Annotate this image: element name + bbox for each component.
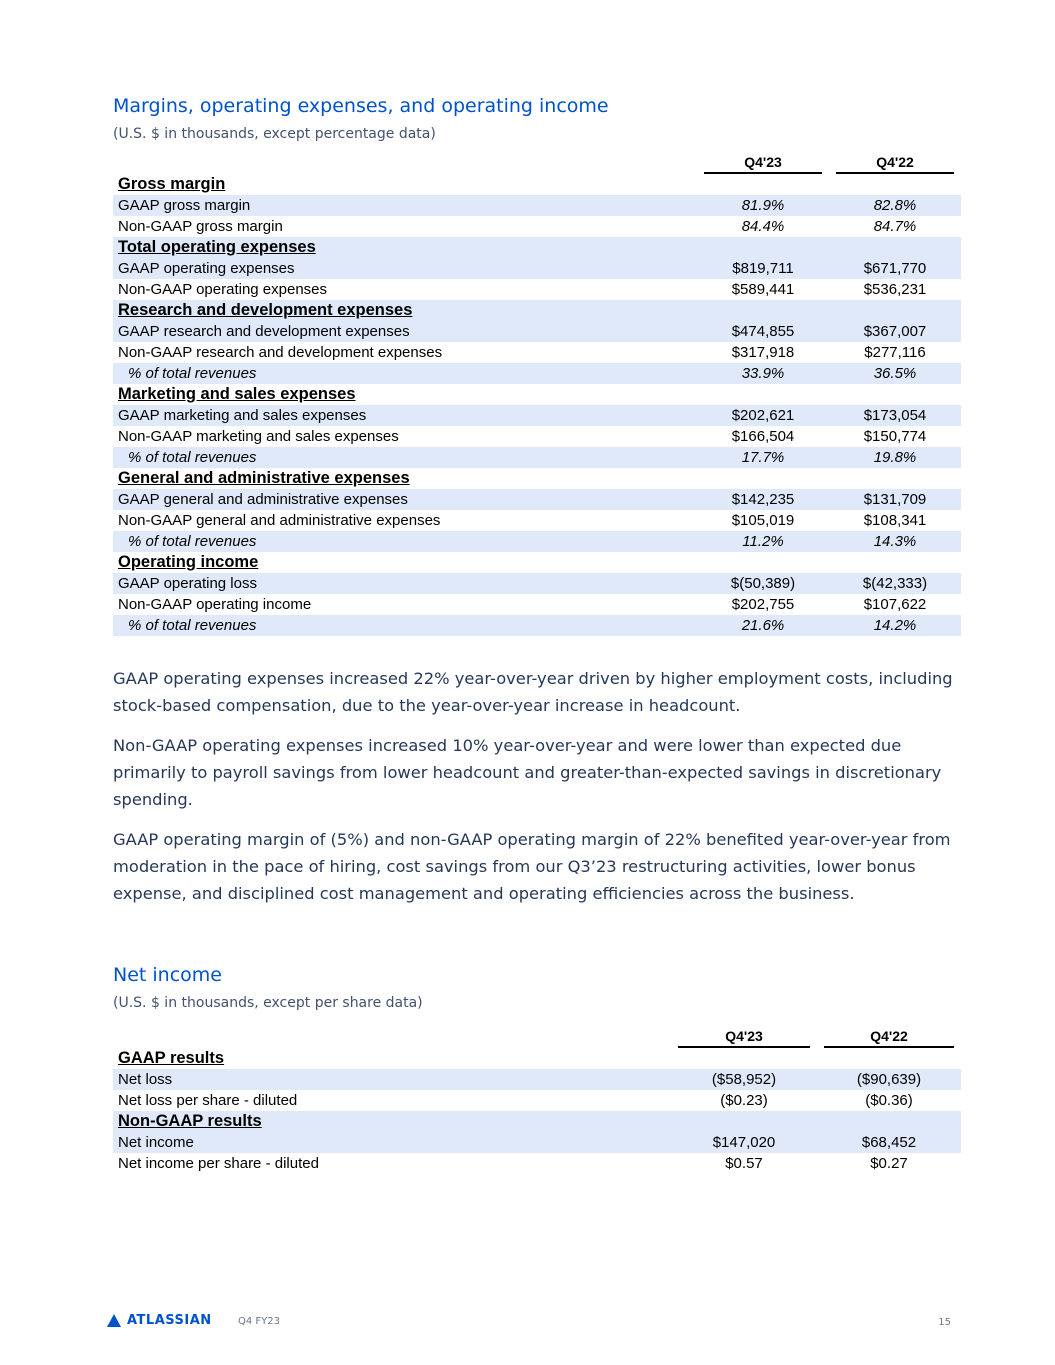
row-label: % of total revenues: [113, 447, 697, 468]
row-value: 14.3%: [829, 531, 961, 552]
row-value: $150,774: [863, 428, 927, 445]
row-value: [817, 1048, 961, 1069]
section-title-margins: Margins, operating expenses, and operating income: [113, 95, 609, 117]
footer-period: Q4 FY23: [238, 1316, 280, 1327]
row-value: 11.2%: [697, 531, 829, 552]
row-value: [829, 237, 961, 258]
table-row: [113, 342, 961, 363]
row-label: Non-GAAP operating income: [118, 596, 312, 613]
atlassian-mark-icon: [107, 1314, 121, 1327]
row-label: Non-GAAP marketing and sales expenses: [118, 428, 399, 445]
row-label: Net income: [113, 1132, 671, 1153]
row-label: GAAP general and administrative expenses: [113, 489, 697, 510]
column-header-cell: [697, 152, 829, 174]
row-value: $(42,333): [829, 573, 961, 594]
row-value: [697, 174, 829, 195]
row-value: $474,855: [697, 321, 829, 342]
percent-row: [113, 447, 961, 468]
table-row: [113, 1090, 961, 1111]
group-label: Non-GAAP results: [113, 1111, 671, 1132]
row-label: % of total revenues: [113, 531, 697, 552]
row-label: GAAP marketing and sales expenses: [113, 405, 697, 426]
row-value: $142,235: [697, 489, 829, 510]
column-header-spacer: [113, 152, 697, 174]
atlassian-logo: [107, 1313, 212, 1328]
column-header-spacer: [113, 1026, 671, 1048]
row-value: ($0.36): [865, 1092, 913, 1109]
row-value: $819,711: [697, 258, 829, 279]
table-row: [113, 216, 961, 237]
row-value: 84.4%: [741, 218, 785, 235]
row-label: Net loss per share - diluted: [118, 1092, 298, 1109]
row-value: $589,441: [731, 281, 795, 298]
section-title-net-income: Net income: [113, 964, 222, 986]
group-label: Research and development expenses: [113, 300, 697, 321]
row-value: $131,709: [829, 489, 961, 510]
row-value: $536,231: [863, 281, 927, 298]
group-header-row: [113, 384, 961, 405]
row-value: [697, 300, 829, 321]
group-label: General and administrative expenses: [118, 469, 410, 487]
row-value: $108,341: [863, 512, 927, 529]
section-subtitle-net-income: (U.S. $ in thousands, except per share data): [113, 995, 423, 1011]
table-row: [113, 594, 961, 615]
column-header-row: [113, 152, 961, 174]
row-label: GAAP operating loss: [113, 573, 697, 594]
row-value: 33.9%: [697, 363, 829, 384]
column-header: Q4'23: [678, 1028, 810, 1048]
row-value: 84.7%: [873, 218, 917, 235]
group-header-row: [113, 1111, 961, 1132]
row-value: $367,007: [829, 321, 961, 342]
column-header-row: [113, 1026, 961, 1048]
row-value: $(50,389): [697, 573, 829, 594]
section-subtitle-margins: (U.S. $ in thousands, except percentage data): [113, 126, 436, 142]
row-label: Net loss: [113, 1069, 671, 1090]
table-row: [113, 1069, 961, 1090]
row-value: 81.9%: [697, 195, 829, 216]
row-label: Non-GAAP gross margin: [118, 218, 283, 235]
group-label: GAAP results: [118, 1049, 225, 1067]
row-value: [829, 300, 961, 321]
row-value: [671, 1048, 817, 1069]
percent-row: [113, 615, 961, 636]
row-value: $0.27: [870, 1155, 908, 1172]
row-value: $277,116: [864, 344, 926, 361]
brand-name: ATLASSIAN: [127, 1313, 212, 1328]
table-row: [113, 510, 961, 531]
row-value: $317,918: [731, 344, 795, 361]
row-value: $202,755: [731, 596, 795, 613]
table-row: [113, 195, 961, 216]
net-income-table: [113, 1026, 961, 1174]
row-value: $671,770: [829, 258, 961, 279]
row-label: Non-GAAP research and development expenses: [118, 344, 443, 361]
row-label: GAAP gross margin: [113, 195, 697, 216]
group-header-row: [113, 237, 961, 258]
paragraph-operating-margin: GAAP operating margin of (5%) and non-GAAP operating margin of 22% benefited year-over-year from moderation in the pace of hiring, cost savings from our Q3’23 restructuring activities, lower bonus expense, and disciplined cost management and operating efficiencies across the business.: [113, 830, 951, 903]
column-header-cell: [817, 1026, 961, 1048]
row-value: 17.7%: [697, 447, 829, 468]
row-value: [829, 552, 961, 573]
row-value: [697, 468, 829, 489]
table-row: [113, 573, 961, 594]
row-value: 36.5%: [829, 363, 961, 384]
row-value: ($0.23): [720, 1092, 768, 1109]
row-value: $68,452: [817, 1132, 961, 1153]
column-header: Q4'22: [836, 154, 954, 174]
row-value: [697, 384, 829, 405]
table-row: [113, 279, 961, 300]
row-label: % of total revenues: [113, 363, 697, 384]
row-value: ($90,639): [817, 1069, 961, 1090]
group-header-row: [113, 174, 961, 195]
row-value: [671, 1111, 817, 1132]
row-label: GAAP research and development expenses: [113, 321, 697, 342]
group-label: Gross margin: [118, 175, 226, 193]
row-value: $105,019: [731, 512, 795, 529]
row-value: $0.57: [725, 1155, 763, 1172]
group-label: Total operating expenses: [113, 237, 697, 258]
table-row: [113, 258, 961, 279]
percent-row: [113, 363, 961, 384]
row-label: Non-GAAP general and administrative expenses: [118, 512, 441, 529]
row-value: 19.8%: [829, 447, 961, 468]
page-number: 15: [938, 1317, 951, 1328]
row-label: Non-GAAP operating expenses: [118, 281, 328, 298]
row-label: Net income per share - diluted: [118, 1155, 319, 1172]
table-row: [113, 489, 961, 510]
table-row: [113, 1132, 961, 1153]
row-value: 14.2%: [829, 615, 961, 636]
group-label: Operating income: [118, 553, 259, 571]
table-row: [113, 1153, 961, 1174]
row-label: GAAP operating expenses: [113, 258, 697, 279]
row-value: ($58,952): [671, 1069, 817, 1090]
row-value: $173,054: [829, 405, 961, 426]
group-header-row: [113, 1048, 961, 1069]
row-value: [829, 174, 961, 195]
row-value: [829, 384, 961, 405]
row-value: [829, 468, 961, 489]
row-value: $166,504: [731, 428, 795, 445]
row-value: 82.8%: [829, 195, 961, 216]
table-row: [113, 426, 961, 447]
column-header: Q4'23: [704, 154, 822, 174]
group-header-row: [113, 552, 961, 573]
row-value: $202,621: [697, 405, 829, 426]
group-label: Marketing and sales expenses: [118, 385, 356, 403]
row-value: 21.6%: [697, 615, 829, 636]
row-value: $107,622: [863, 596, 927, 613]
table-row: [113, 405, 961, 426]
row-value: $147,020: [671, 1132, 817, 1153]
percent-row: [113, 531, 961, 552]
column-header: Q4'22: [824, 1028, 954, 1048]
row-value: [817, 1111, 961, 1132]
table-row: [113, 321, 961, 342]
row-value: [697, 237, 829, 258]
row-value: [697, 552, 829, 573]
column-header-cell: [829, 152, 961, 174]
group-header-row: [113, 468, 961, 489]
margins-table: [113, 152, 961, 636]
group-header-row: [113, 300, 961, 321]
row-label: % of total revenues: [113, 615, 697, 636]
paragraph-gaap-opex: GAAP operating expenses increased 22% year-over-year driven by higher employment costs, including stock-based compensation, due to the year-over-year increase in headcount.: [113, 669, 953, 715]
column-header-cell: [671, 1026, 817, 1048]
paragraph-nongaap-opex: Non-GAAP operating expenses increased 10% year-over-year and were lower than expected due primarily to payroll savings from lower headcount and greater-than-expected savings in discretionary spending.: [113, 736, 942, 809]
